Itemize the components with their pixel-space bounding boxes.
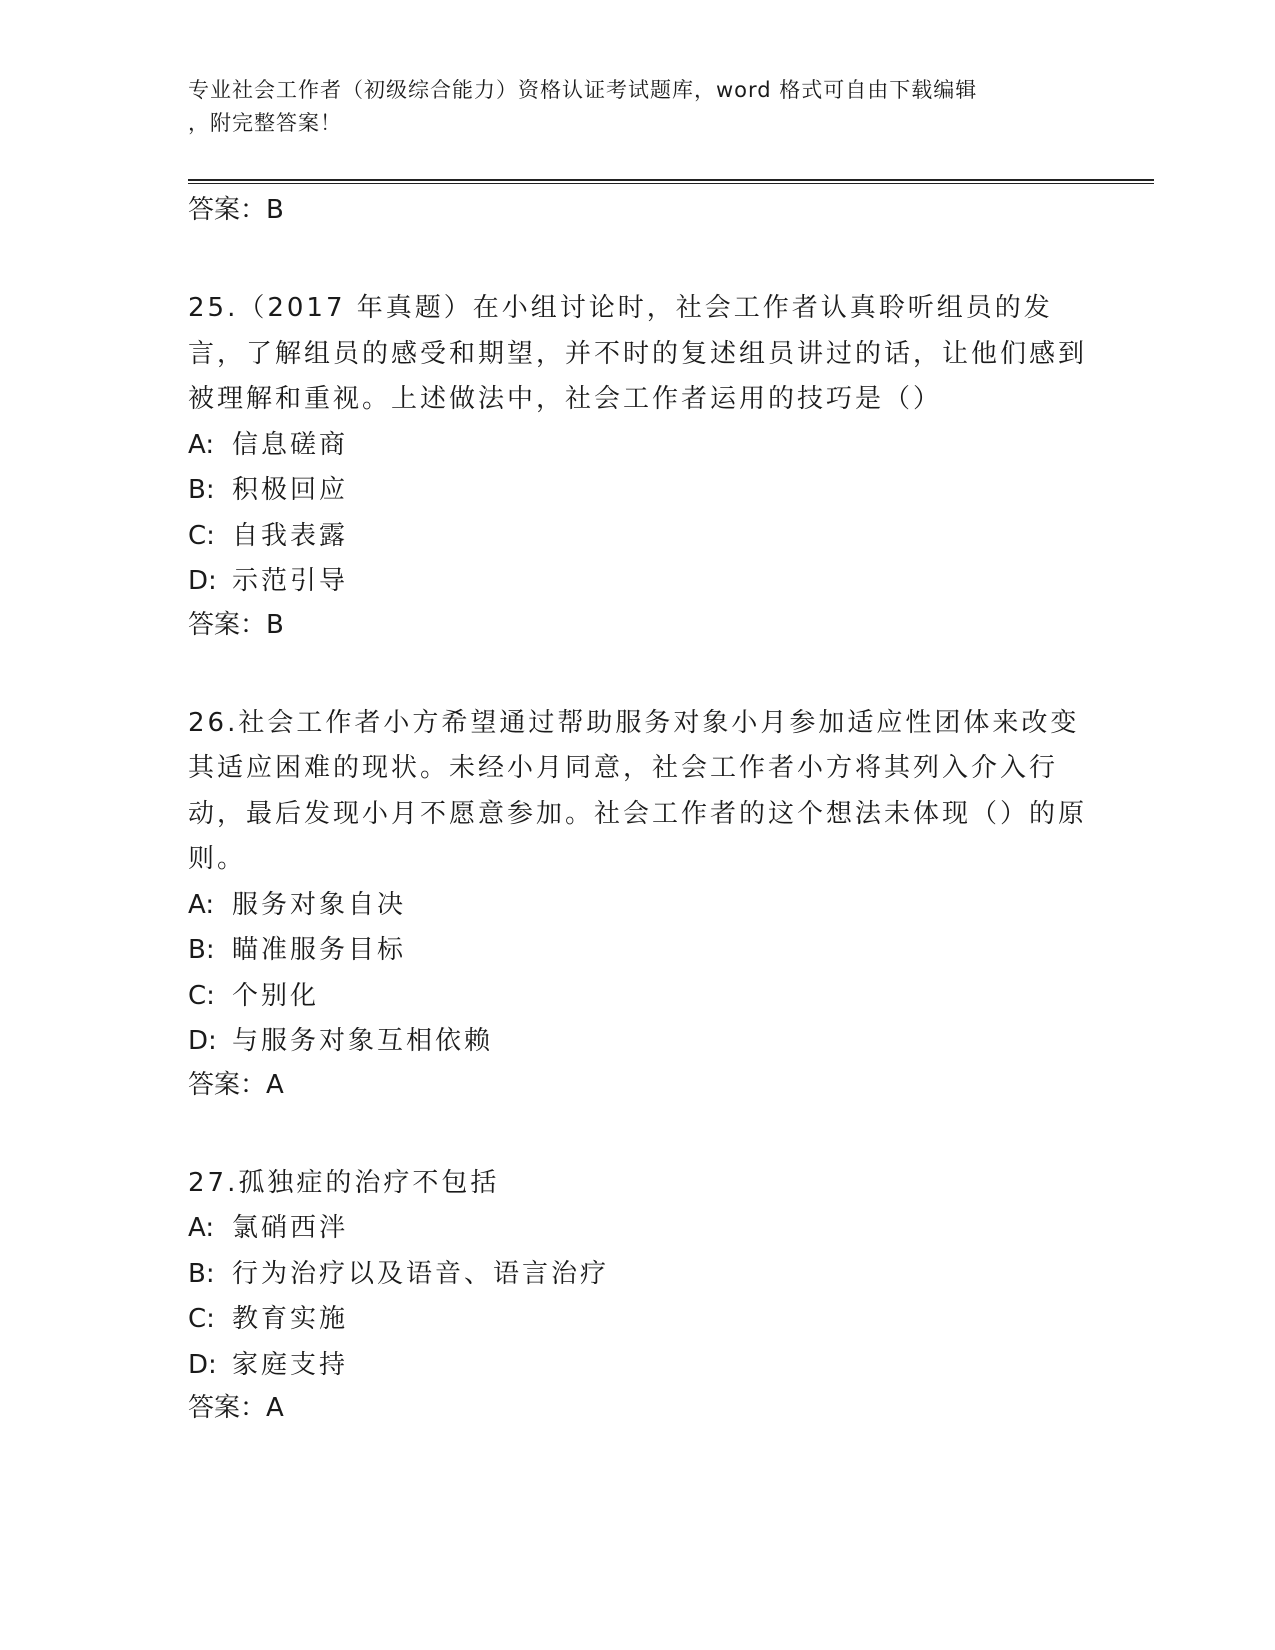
option-text: 家庭支持 xyxy=(232,1349,349,1380)
option-text: 行为治疗以及语音、语言治疗 xyxy=(232,1258,610,1289)
question-text: 27.孤独症的治疗不包括 xyxy=(188,1167,500,1198)
question-text: 26.社会工作者小方希望通过帮助服务对象小月参加适应性团体来改变其适应困难的现状。未经小月同意，社会工作者小方将其列入介入行动，最后发现小月不愿意参加。社会工作者的这个想法未体现（）的原则。 xyxy=(188,707,1088,874)
question-block xyxy=(188,701,1088,1109)
header-rule-thick xyxy=(188,179,1154,181)
option-c xyxy=(188,1297,1088,1343)
option-b xyxy=(188,928,1088,974)
option-letter: C: xyxy=(188,980,215,1011)
option-b xyxy=(188,468,1088,514)
option-text: 积极回应 xyxy=(232,475,349,505)
option-text: 氯硝西泮 xyxy=(232,1213,349,1243)
option-text: 教育实施 xyxy=(232,1304,349,1334)
option-c xyxy=(188,514,1088,560)
option-text: 自我表露 xyxy=(232,520,349,551)
answer-line: 答案：A xyxy=(188,1393,284,1423)
header-rule-thin xyxy=(188,183,1154,184)
spacer xyxy=(188,234,1088,286)
option-letter: A: xyxy=(188,1213,215,1243)
option-letter: C: xyxy=(188,1304,215,1334)
question-text: 25.（2017 年真题）在小组讨论时，社会工作者认真聆听组员的发言，了解组员的感受和期望，并不时的复述组员讲过的话，让他们感到被理解和重视。上述做法中，社会工作者运用的技巧是（） xyxy=(188,293,1088,414)
answer-line: 答案：A xyxy=(188,1069,284,1100)
option-a xyxy=(188,883,1088,929)
option-d xyxy=(188,559,1088,605)
option-letter: B: xyxy=(188,935,215,965)
option-text: 信息磋商 xyxy=(232,429,349,460)
spacer xyxy=(188,1109,1088,1161)
option-letter: A: xyxy=(188,429,215,460)
option-a xyxy=(188,1206,1088,1252)
option-a xyxy=(188,423,1088,469)
option-text: 与服务对象互相依赖 xyxy=(232,1026,494,1056)
option-d xyxy=(188,1019,1088,1065)
question-block xyxy=(188,286,1088,649)
option-text: 个别化 xyxy=(232,980,320,1011)
page-content xyxy=(188,190,1088,1432)
option-letter: B: xyxy=(188,1258,215,1289)
previous-answer: 答案：B xyxy=(188,195,284,225)
option-c xyxy=(188,974,1088,1020)
option-letter: D: xyxy=(188,566,217,596)
option-text: 服务对象自决 xyxy=(232,889,407,920)
option-letter: C: xyxy=(188,520,215,551)
question-block xyxy=(188,1161,1088,1433)
header-line-2: ，附完整答案！ xyxy=(188,111,342,135)
option-b xyxy=(188,1252,1088,1298)
option-text: 示范引导 xyxy=(232,566,349,596)
answer-line: 答案：B xyxy=(188,609,284,640)
spacer xyxy=(188,649,1088,701)
option-d xyxy=(188,1343,1088,1389)
option-letter: A: xyxy=(188,889,215,920)
page-header xyxy=(188,74,1088,140)
option-letter: D: xyxy=(188,1349,217,1380)
option-text: 瞄准服务目标 xyxy=(232,935,407,965)
option-letter: B: xyxy=(188,475,215,505)
option-letter: D: xyxy=(188,1026,217,1056)
header-line-1: 专业社会工作者（初级综合能力）资格认证考试题库，word 格式可自由下载编辑 xyxy=(188,78,978,102)
